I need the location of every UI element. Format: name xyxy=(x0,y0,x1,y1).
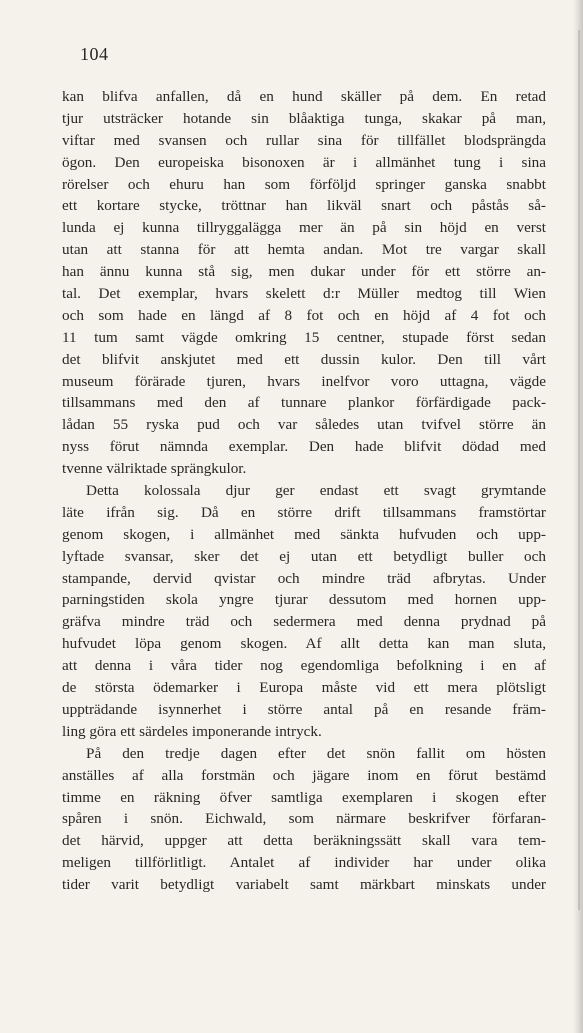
text-line: det härvid, uppger att detta beräkningssätt skall vara tem- xyxy=(62,832,546,850)
text-line: kan blifva anfallen, då en hund skäller på dem. En retad xyxy=(62,88,546,105)
text-line: tvenne välriktade sprängkulor. xyxy=(62,460,247,478)
text-line: parningstiden skola yngre tjurar dessutom med hornen upp- xyxy=(62,591,546,609)
text-line: rörelser och ehuru han som förföljd springer ganska snabbt xyxy=(62,175,546,193)
text-line: läte ifrån sig. Då en större drift tillsammans framstörtar xyxy=(62,503,546,521)
text-line: lådan 55 ryska pud och var således utan tvifvel större än xyxy=(62,416,546,434)
text-line: genom skogen, i allmänhet med sänkta hufvuden och upp- xyxy=(62,525,546,543)
text-line: utan att stanna för att hemta andan. Mot tre vargar skall xyxy=(62,241,546,259)
text-line: meligen tillförlitligt. Antalet af individer har under olika xyxy=(62,854,546,872)
text-line: anställes af alla forstmän och jägare inom en förut bestämd xyxy=(62,766,546,784)
text-line: På den tredje dagen efter det snön fallit om hösten xyxy=(86,744,546,762)
text-line: gräfva mindre träd och sedermera med denna prydnad på xyxy=(62,613,546,631)
text-line: att denna i våra tider nog egendomliga befolkning i en af xyxy=(62,657,546,675)
text-line: och som hade en längd af 8 fot och en höjd af 4 fot och xyxy=(62,306,546,324)
text-line: 11 tum samt vägde omkring 15 centner, stupade först sedan xyxy=(62,328,546,346)
page-number: 104 xyxy=(80,44,109,64)
spine-shadow xyxy=(573,0,583,1033)
text-line: stampande, dervid qvistar och mindre träd afbrytas. Under xyxy=(62,569,546,587)
text-line: de största ödemarker i Europa måste vid ett mera plötsligt xyxy=(62,679,546,697)
text-line: tjur utsträcker hotande sin blåaktiga tunga, skakar på man, xyxy=(62,109,546,127)
text-line: nyss förut nämnda exemplar. Den hade blifvit dödad med xyxy=(62,438,546,456)
text-line: tal. Det exemplar, hvars skelett d:r Müller medtog till Wien xyxy=(62,285,546,303)
text-line: lunda ej kunna tillryggalägga mer än på sin höjd en verst xyxy=(62,219,546,237)
text-line: museum förärade tjuren, hvars inelfvor voro uttagna, vägde xyxy=(62,372,546,390)
body-text xyxy=(62,86,546,896)
text-line: det blifvit anskjutet med ett dussin kulor. Den till vårt xyxy=(62,350,546,368)
text-line: tider varit betydligt variabelt samt märkbart minskats under xyxy=(62,876,546,894)
text-line: lyftade svansar, sker det ej utan ett betydligt buller och xyxy=(62,547,546,565)
text-line: hufvudet löpa genom skogen. Af allt detta kan man sluta, xyxy=(62,635,546,653)
text-line: tillsammans med den af tunnare plankor förfärdigade pack- xyxy=(62,394,546,412)
text-line: ögon. Den europeiska bisonoxen är i allmänhet tung i sina xyxy=(62,153,546,171)
text-line: spåren i snön. Eichwald, som närmare beskrifver förfaran- xyxy=(62,810,546,828)
text-line: uppträdande isynnerhet i större antal på en resande främ- xyxy=(62,700,546,718)
text-line: timme en räkning öfver samtliga exemplaren i skogen efter xyxy=(62,788,546,806)
text-line: ett kortare stycke, tröttnar han likväl snart och påstås så- xyxy=(62,197,546,215)
text-line: han ännu kunna stå sig, men dukar under för ett större an- xyxy=(62,263,546,281)
text-line: viftar med svansen och rullar sina för tillfället blodsprängda xyxy=(62,131,546,149)
text-line: ling göra ett särdeles imponerande intryck. xyxy=(62,722,322,740)
text-line: Detta kolossala djur ger endast ett svagt grymtande xyxy=(86,482,546,500)
